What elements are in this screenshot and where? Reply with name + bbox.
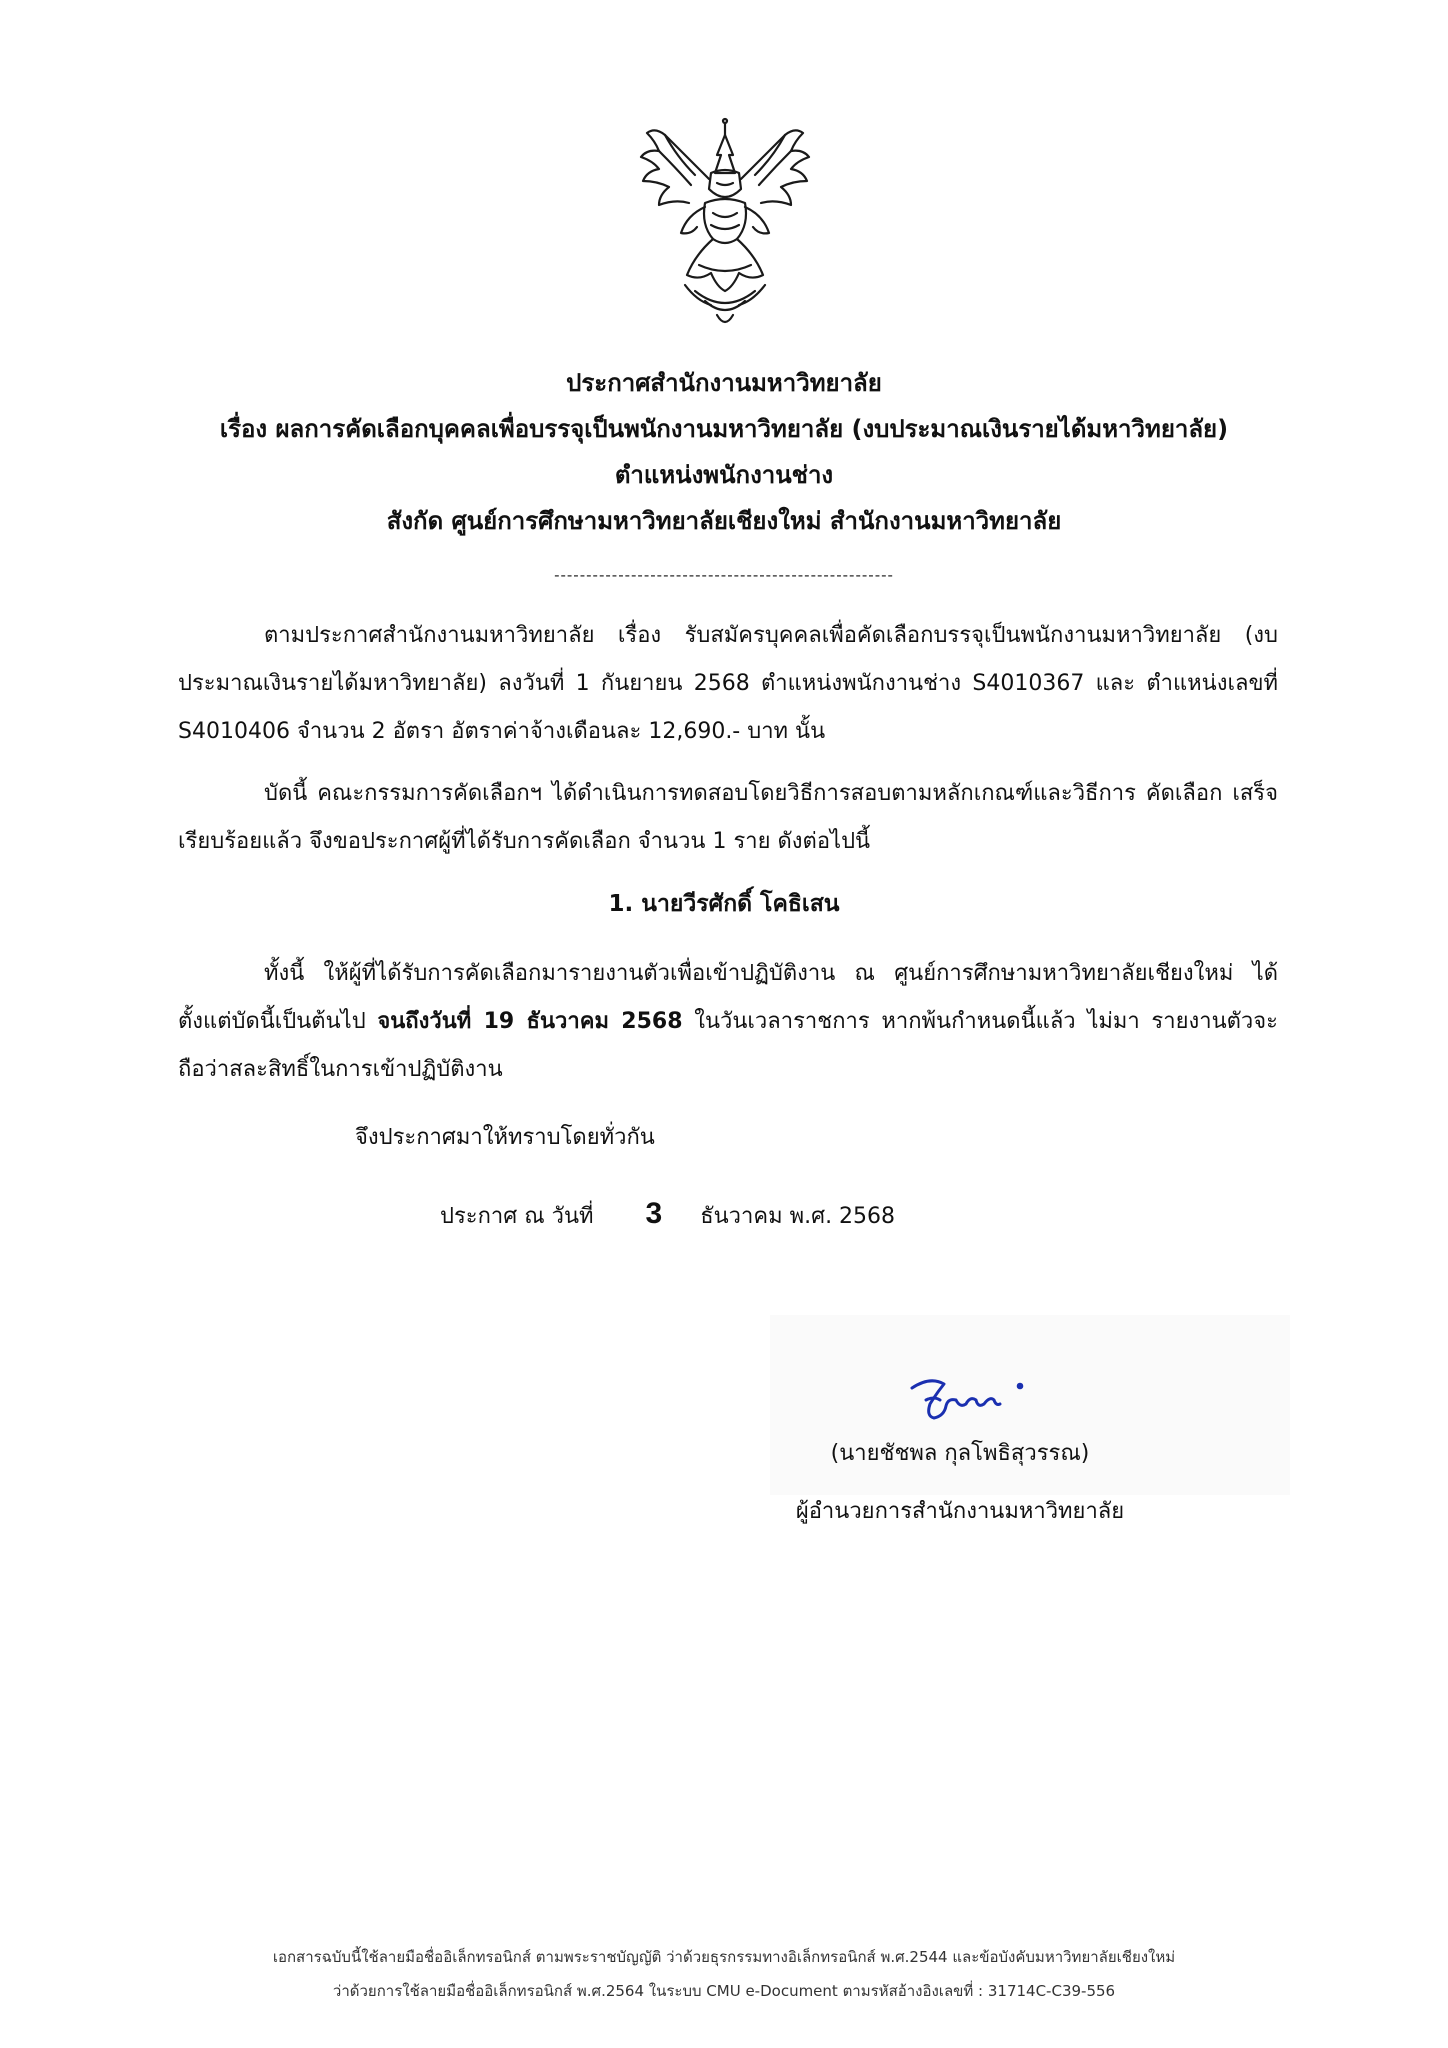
title-line-position: ตำแหน่งพนักงานช่าง (614, 461, 834, 489)
signer-name: (นายชัชพล กุลโพธิสุวรรณ) (830, 1441, 1090, 1466)
title-divider: ----------------------------------------------------- (554, 566, 894, 584)
signer-title: ผู้อำนวยการสำนักงานมหาวิทยาลัย (795, 1499, 1125, 1524)
garuda-emblem-icon (625, 115, 825, 335)
report-text-before: ทั้งนี้ ให้ผู้ที่ได้รับการคัดเลือกมารายงานตัวเพื่อเข้าปฏิบัติงาน ณ ศูนย์การศึกษามหาวิทยาลัยเชียงใหม่ ได้ตั้งแต่บัดนี้เป็นต้นไป (178, 961, 1278, 1034)
footer-line-reference: ว่าด้วยการใช้ลายมือชื่ออิเล็กทรอนิกส์ พ.ศ.2564 ในระบบ CMU e-Document ตามรหัสอ้างอิงเลขที่ : 31714C-C39-556 (332, 1982, 1116, 2000)
date-prefix: ประกาศ ณ วันที่ (440, 1204, 594, 1229)
announcement-title (160, 360, 1288, 544)
signature-icon (900, 1370, 1050, 1430)
title-line-subject: เรื่อง ผลการคัดเลือกบุคคลเพื่อบรรจุเป็นพนักงานมหาวิทยาลัย (งบประมาณเงินรายได้มหาวิทยาลัย) (219, 415, 1229, 443)
report-text-after: ในวันเวลาราชการ หากพ้นกำหนดนี้แล้ว ไม่มา รายงานตัวจะถือว่าสละสิทธิ์ในการเข้าปฏิบัติงาน (178, 1009, 1278, 1082)
report-deadline: จนถึงวันที่ 19 ธันวาคม 2568 (377, 1009, 683, 1034)
paragraph-report-instructions (178, 950, 1278, 1094)
title-line-issuer: ประกาศสำนักงานมหาวิทยาลัย (566, 369, 882, 397)
paragraph-reference (178, 612, 1278, 756)
announcement-date (440, 1190, 895, 1241)
date-month-year: ธันวาคม พ.ศ. 2568 (700, 1204, 896, 1229)
closing-statement: จึงประกาศมาให้ทราบโดยทั่วกัน (355, 1125, 655, 1150)
footer-line-law: เอกสารฉบับนี้ใช้ลายมือชื่ออิเล็กทรอนิกส์ ตามพระราชบัญญัติ ว่าด้วยธุรกรรมทางอิเล็กทรอนิกส์ พ.ศ.2544 และข้อบังคับมหาวิทยาลัยเชียงใหม่ (272, 1948, 1176, 1966)
paragraph-result (178, 770, 1278, 866)
title-line-affiliation: สังกัด ศูนย์การศึกษามหาวิทยาลัยเชียงใหม่ สำนักงานมหาวิทยาลัย (386, 507, 1062, 535)
date-day: 3 (645, 1197, 663, 1230)
electronic-signature-footer (0, 1940, 1448, 2008)
paragraph-result-text: บัดนี้ คณะกรรมการคัดเลือกฯ ได้ดำเนินการทดสอบโดยวิธีการสอบตามหลักเกณฑ์และวิธีการ คัดเลือก เสร็จเรียบร้อยแล้ว จึงขอประกาศผู้ที่ได้รับการคัดเลือก จำนวน 1 ราย ดังต่อไปนี้ (178, 781, 1278, 854)
paragraph-report-text (178, 950, 1278, 1094)
selected-person: 1. นายวีรศักดิ์ โคธิเสน (608, 891, 840, 917)
paragraph-reference-text: ตามประกาศสำนักงานมหาวิทยาลัย เรื่อง รับสมัครบุคคลเพื่อคัดเลือกบรรจุเป็นพนักงานมหาวิทยาลัย (งบประมาณเงินรายได้มหาวิทยาลัย) ลงวันที่ 1 กันยายน 2568 ตำแหน่งพนักงานช่าง S4010367 และ ตำแหน่งเลขที่ S4010406 จำนวน 2 อัตรา อัตราค่าจ้างเดือนละ 12,690.- บาท นั้น (178, 623, 1278, 744)
